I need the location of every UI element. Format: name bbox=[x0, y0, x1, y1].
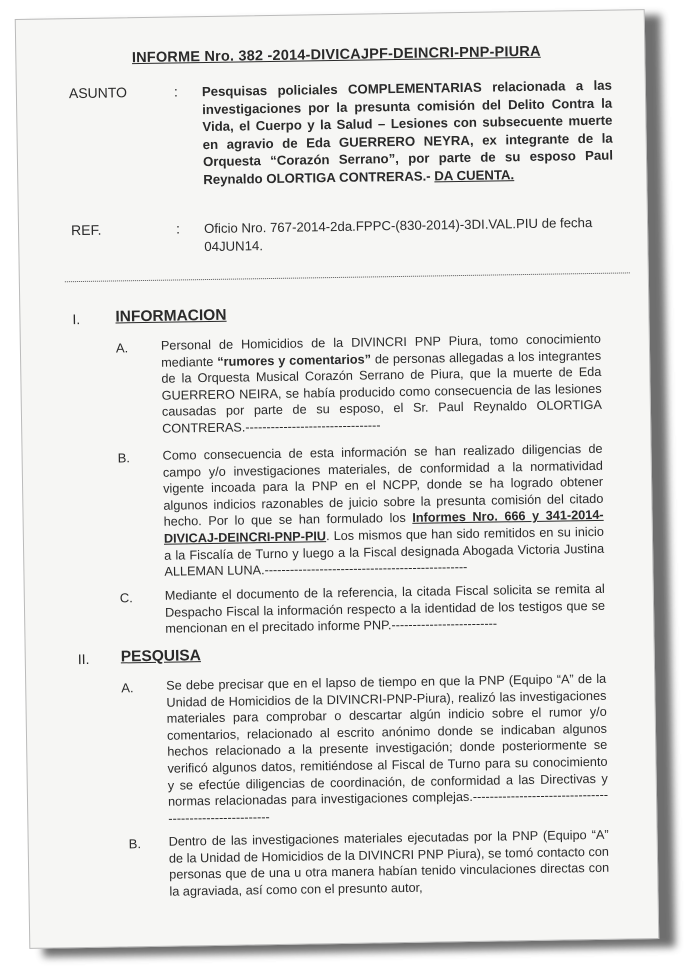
asunto-colon: : bbox=[173, 83, 178, 100]
section-1-title: INFORMACION bbox=[115, 306, 227, 326]
item-2a-paragraph: Se debe precisar que en el lapso de tiempo en que la PNP (Equipo “A” de la Unidad de Homicidios de la DIVINCRI-PNP-Piura), realizó las investigaciones materiales para comprobar o descartar algún indicio sobre el rumor y/o comentarios, relacionado al escrito anónimo donde se indicaban algunos hechos relacionado a la presente investigación; donde posteriormente se verificó algunos datos, remitiéndose al Fiscal de Turno para su conocimiento y se efectúe diligencias de coordinación, de conformidad a las Directivas y normas relacionadas para investigaciones complejas.-------------------------------------------------------- bbox=[166, 671, 609, 826]
item-1a-post: de personas allegadas a los integrantes de la Orquesta Musical Corazón Serrano de Piura, que la muerte de Eda GUERRERO NEIRA, se había producido como consecuencia de las lesiones causadas por parte de su esposo, el Sr. Paul Reynaldo OLORTIGA CONTRERAS.-------------------------------- bbox=[161, 348, 602, 436]
ref-label: REF. bbox=[70, 221, 102, 239]
item-1c-paragraph bbox=[165, 581, 606, 638]
section-2-title: PESQUISA bbox=[120, 647, 202, 666]
asunto-da-cuenta: DA CUENTA. bbox=[434, 167, 515, 184]
asunto-text bbox=[202, 77, 614, 189]
asunto-label: ASUNTO bbox=[68, 84, 128, 102]
ref-text: Oficio Nro. 767-2014-2da.FPPC-(830-2014)-3DI.VAL.PIU de fecha 04JUN14. bbox=[203, 214, 593, 255]
item-1b-letter: B. bbox=[117, 450, 131, 466]
item-1c-pre: Mediante el documento de la referencia, la citada Fiscal solicita se remita al Despacho Fiscal la información respecto a la identidad de los testigos que se mencionan en el precitado informe PNP.------------------------- bbox=[164, 581, 606, 636]
item-1c-letter: C. bbox=[119, 590, 133, 606]
item-1a-pre: Personal de Homicidios de la DIVINCRI PNP Piura, tomo conocimiento mediante bbox=[160, 331, 601, 370]
document-title: INFORME Nro. 382 -2014-DIVICAJPF-DEINCRI-PNP-PIURA bbox=[131, 43, 541, 67]
item-2b-letter: B. bbox=[128, 836, 142, 852]
ref-colon: : bbox=[175, 220, 181, 237]
item-2a-letter: A. bbox=[121, 680, 134, 696]
item-1a-letter: A. bbox=[115, 340, 129, 356]
item-1b-paragraph bbox=[162, 441, 604, 581]
separator-line bbox=[65, 272, 630, 282]
item-1a-paragraph bbox=[161, 331, 603, 437]
section-1-number: I. bbox=[72, 311, 81, 328]
item-1b-post: . Los mismos que han sido remitidos en su inicio a la Fiscalía de Turno y luego a la Fiscal designada Abogada Victoria Justina ALLEMAN LUNA.------------------------------------------------ bbox=[164, 524, 605, 579]
item-1a-bold: “rumores y comentarios” bbox=[217, 352, 372, 369]
item-2b-paragraph: Dentro de las investigaciones materiales ejecutadas por la PNP (Equipo “A” de la Unidad de Homicidios de la DIVINCRI PNP Piura), se tomó contacto con personas que de una u otra manera habían tenido vinculaciones directas con la agraviada, así como con el presunto autor, bbox=[168, 827, 610, 899]
item-1b-bold: Informes Nro. 666 y 341-2014-DIVICAJ-DEINCRI-PNP-PIU bbox=[163, 508, 604, 546]
item-1b-pre: Como consecuencia de esta información se han realizado diligencias de campo y/o investigaciones materiales, de conformidad a la normatividad vigente incoada para la PNP en el NCPP, donde se ha logrado obtener algunos indicios razonables de juicio sobre la presunta comisión del citado hecho. Por lo que se han formulado los bbox=[162, 441, 604, 530]
document-page bbox=[15, 9, 660, 949]
asunto-body: Pesquisas policiales COMPLEMENTARIAS relacionada a las investigaciones por la presunta comisión del Delito Contra la Vida, el Cuerpo y la Salud – Lesiones con subsecuente muerte en agravio de Eda GUERRERO NEYRA, ex integrante de la Orquesta “Corazón Serrano”, por parte de su esposo Paul Reynaldo OLORTIGA CONTRERAS.- bbox=[201, 77, 614, 188]
section-2-number: II. bbox=[77, 650, 90, 668]
